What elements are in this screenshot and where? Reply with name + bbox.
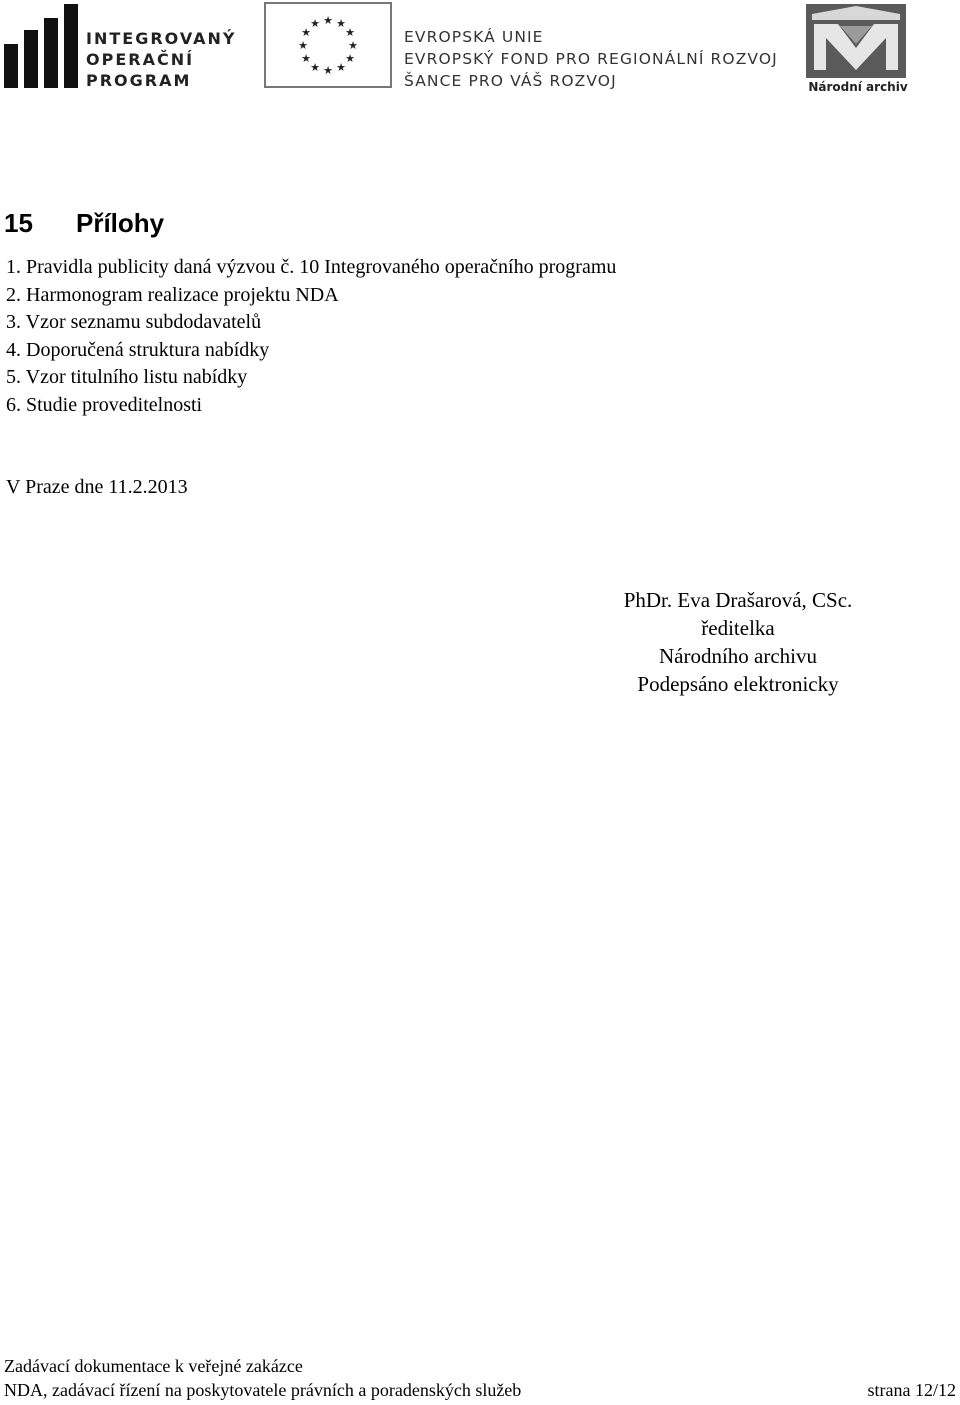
- iop-logo-text: [86, 28, 236, 91]
- iop-logo-line: OPERAČNÍ: [86, 50, 195, 69]
- svg-text:★: ★: [348, 39, 358, 52]
- narodni-archiv-logo: [806, 4, 908, 96]
- eu-flag-icon: [264, 2, 392, 88]
- eu-logo-line: EVROPSKÝ FOND PRO REGIONÁLNÍ ROZVOJ: [404, 50, 778, 68]
- svg-text:★: ★: [301, 26, 311, 39]
- signature-block: [600, 586, 876, 698]
- footer-document-subtitle: NDA, zadávací řízení na poskytovatele právních a poradenských služeb: [4, 1380, 522, 1400]
- section-heading: [4, 208, 164, 239]
- list-item: 5. Vzor titulního listu nabídky: [6, 366, 248, 389]
- iop-logo-line: INTEGROVANÝ: [86, 29, 237, 48]
- svg-text:★: ★: [310, 17, 320, 30]
- svg-text:★: ★: [323, 14, 333, 27]
- section-number: 15: [4, 208, 33, 238]
- svg-text:★: ★: [323, 64, 333, 77]
- signatory-name: PhDr. Eva Drašarová, CSc.: [623, 588, 853, 612]
- svg-text:★: ★: [336, 17, 346, 30]
- section-title: Přílohy: [76, 208, 165, 238]
- place-date: V Praze dne 11.2.2013: [6, 476, 188, 498]
- eu-logo-line: EVROPSKÁ UNIE: [404, 28, 544, 46]
- svg-text:★: ★: [301, 52, 311, 65]
- iop-logo-line: PROGRAM: [86, 71, 192, 90]
- list-item: 3. Vzor seznamu subdodavatelů: [6, 311, 262, 334]
- list-item: 2. Harmonogram realizace projektu NDA: [6, 283, 339, 306]
- iop-logo: [4, 4, 236, 90]
- narodni-archiv-label: Národní archiv: [808, 80, 908, 94]
- list-item: 4. Doporučená struktura nabídky: [6, 338, 270, 361]
- svg-text:★: ★: [345, 52, 355, 65]
- signatory-role: ředitelka: [701, 616, 775, 640]
- eu-logo: [264, 2, 778, 90]
- svg-text:★: ★: [310, 61, 320, 74]
- svg-text:★: ★: [336, 61, 346, 74]
- footer-page-number: strana 12/12: [867, 1380, 956, 1400]
- attachments-list: [6, 254, 616, 420]
- svg-text:★: ★: [345, 26, 355, 39]
- iop-bars-icon: [4, 4, 78, 88]
- list-item: 1. Pravidla publicity daná výzvou č. 10 Integrovaného operačního programu: [6, 256, 617, 278]
- eu-logo-text: [404, 26, 778, 92]
- svg-text:★: ★: [298, 39, 308, 52]
- list-item: 6. Studie proveditelnosti: [6, 393, 203, 416]
- footer-document-title: Zadávací dokumentace k veřejné zakázce: [4, 1356, 303, 1376]
- eu-logo-line: ŠANCE PRO VÁŠ ROZVOJ: [404, 72, 617, 90]
- narodni-archiv-mark-icon: [806, 4, 906, 78]
- signatory-organization: Národního archivu: [658, 644, 818, 668]
- signature-note: Podepsáno elektronicky: [637, 672, 839, 696]
